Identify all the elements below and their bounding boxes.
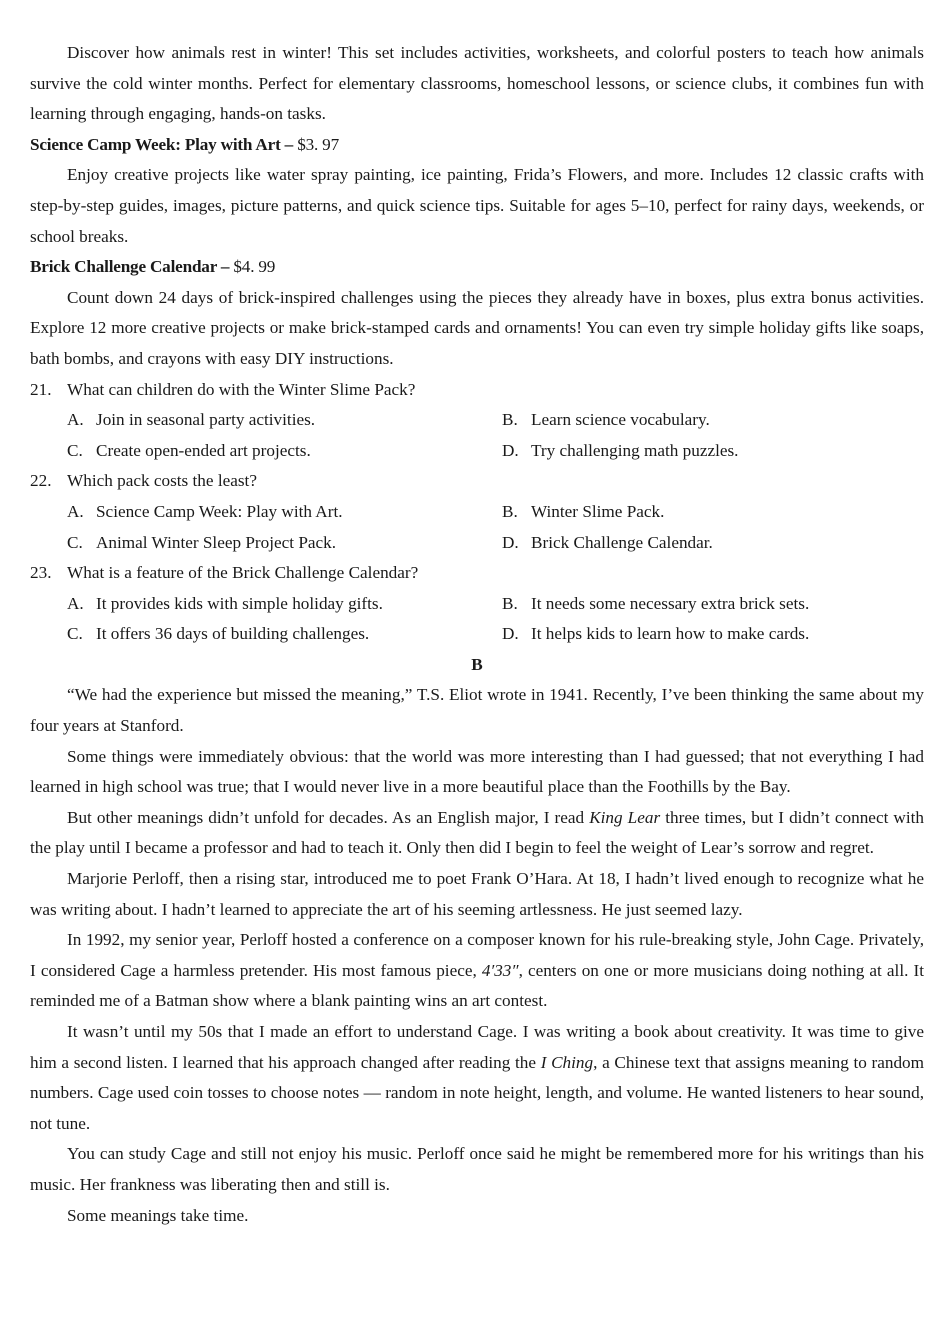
document-page (30, 38, 924, 1284)
option-label: D. (502, 532, 519, 552)
option-label: B. (502, 410, 518, 430)
option-label: D. (502, 440, 519, 460)
text-run: In 1992, my senior year, Perloff hosted a conference on a composer known for his rule-breaking style, John Cage. Privately, I considered Cage a harmless pretender. His most famous piece, (30, 930, 924, 980)
work-title: I Ching (540, 1052, 594, 1072)
question-number: 23. (30, 563, 52, 583)
question-stem (30, 375, 924, 406)
section-letter: B (471, 654, 483, 674)
option-text: Science Camp Week: Play with Art. (96, 501, 343, 521)
option-text: Create open-ended art projects. (96, 440, 311, 460)
options-grid (30, 405, 924, 466)
option-text: Brick Challenge Calendar. (531, 532, 713, 552)
item-description-science-camp: Enjoy creative projects like water spray painting, ice painting, Frida’s Flowers, and more. Includes 12 classic crafts with step-by-step guides, images, picture patterns, and quick science tips. Suitable for ages 5–10, perfect for rainy days, weekends, or school breaks. (30, 165, 924, 246)
passage-b-paragraph-5 (30, 925, 924, 1017)
work-title: King Lear (589, 807, 661, 827)
option-b[interactable] (502, 405, 924, 436)
passage-b-paragraph-6 (30, 1017, 924, 1139)
option-b[interactable] (502, 497, 924, 528)
option-c[interactable] (67, 528, 502, 559)
question-stem (30, 558, 924, 589)
option-label: B. (502, 501, 518, 521)
options-grid (30, 497, 924, 558)
question-23 (30, 558, 924, 650)
passage-b-paragraph-1: “We had the experience but missed the meaning,” T.S. Eliot wrote in 1941. Recently, I’ve been thinking the same about my four years at Stanford. (30, 685, 924, 736)
option-label: A. (67, 410, 84, 430)
option-text: Learn science vocabulary. (531, 410, 710, 430)
option-a[interactable] (67, 589, 502, 620)
option-label: A. (67, 501, 84, 521)
item-price: $3. 97 (297, 134, 339, 154)
option-label: C. (67, 624, 83, 644)
item-heading-science-camp (30, 130, 924, 161)
option-text: It needs some necessary extra brick sets. (531, 593, 810, 613)
option-label: C. (67, 532, 83, 552)
question-22 (30, 466, 924, 558)
question-number: 22. (30, 471, 52, 491)
question-21 (30, 375, 924, 467)
item-title: Brick Challenge Calendar – (30, 257, 234, 277)
option-text: It offers 36 days of building challenges. (96, 624, 370, 644)
question-stem (30, 466, 924, 497)
option-d[interactable] (502, 528, 924, 559)
intro-paragraph: Discover how animals rest in winter! This set includes activities, worksheets, and colorful posters to teach how animals survive the cold winter months. Perfect for elementary classrooms, homeschool lessons, or science clubs, it combines fun with learning through engaging, hands-on tasks. (30, 43, 924, 124)
option-text: Join in seasonal party activities. (96, 410, 316, 430)
question-text: What is a feature of the Brick Challenge Calendar? (67, 563, 419, 583)
option-text: Winter Slime Pack. (531, 501, 665, 521)
item-heading-brick-challenge (30, 252, 924, 283)
option-d[interactable] (502, 436, 924, 467)
option-c[interactable] (67, 619, 502, 650)
option-label: B. (502, 593, 518, 613)
option-label: C. (67, 440, 83, 460)
item-title: Science Camp Week: Play with Art – (30, 134, 298, 154)
text-run: , centers on one or more musicians doing nothing at all. It reminded me of a Batman show where a blank painting wins an art contest. (30, 960, 924, 1011)
text-run: , a Chinese text that assigns meaning to random numbers. Cage used coin tosses to choose notes — random in note height, length, and volume. He wanted listeners to hear sound, not tune. (30, 1052, 924, 1133)
text-run: But other meanings didn’t unfold for decades. As an English major, I read (67, 807, 590, 827)
option-text: Animal Winter Sleep Project Pack. (96, 532, 337, 552)
option-label: D. (502, 624, 519, 644)
text-run: three times, but I didn’t connect with the play until I became a professor and had to teach it. Only then did I begin to feel the weight of Lear’s sorrow and regret. (30, 807, 924, 858)
option-d[interactable] (502, 619, 924, 650)
work-title: 4′33″ (481, 960, 519, 980)
option-text: It provides kids with simple holiday gifts. (96, 593, 383, 613)
passage-b-paragraph-8: Some meanings take time. (67, 1205, 249, 1225)
option-text: It helps kids to learn how to make cards. (531, 624, 810, 644)
question-text: What can children do with the Winter Slime Pack? (67, 379, 416, 399)
option-b[interactable] (502, 589, 924, 620)
item-description-brick-challenge: Count down 24 days of brick-inspired challenges using the pieces they already have in boxes, plus extra bonus activities. Explore 12 more creative projects or make brick-stamped cards and ornaments! You can even try simple holiday gifts like soaps, bath bombs, and crayons with easy DIY instructions. (30, 287, 924, 368)
question-text: Which pack costs the least? (67, 471, 257, 491)
text-run: It wasn’t until my 50s that I made an effort to understand Cage. I was writing a book about creativity. It was time to give him a second listen. I learned that his approach changed after reading the (30, 1022, 924, 1072)
option-text: Try challenging math puzzles. (531, 440, 739, 460)
option-a[interactable] (67, 497, 502, 528)
options-grid (30, 589, 924, 650)
passage-b-paragraph-2: Some things were immediately obvious: that the world was more interesting than I had guessed; that not everything I had learned in high school was true; that I would never live in a more beautiful place than the Foothills by the Bay. (30, 746, 924, 797)
option-c[interactable] (67, 436, 502, 467)
option-label: A. (67, 593, 84, 613)
option-a[interactable] (67, 405, 502, 436)
passage-b-paragraph-3 (30, 803, 924, 864)
passage-b-paragraph-4: Marjorie Perloff, then a rising star, introduced me to poet Frank O’Hara. At 18, I hadn’t lived enough to recognize what he was writing about. I hadn’t learned to appreciate the art of his seeming artlessness. He just seemed lazy. (30, 869, 924, 919)
item-price: $4. 99 (233, 257, 276, 277)
passage-b-paragraph-7: You can study Cage and still not enjoy his music. Perloff once said he might be remembered more for his writings than his music. Her frankness was liberating then and still is. (30, 1144, 924, 1194)
question-number: 21. (30, 379, 52, 399)
